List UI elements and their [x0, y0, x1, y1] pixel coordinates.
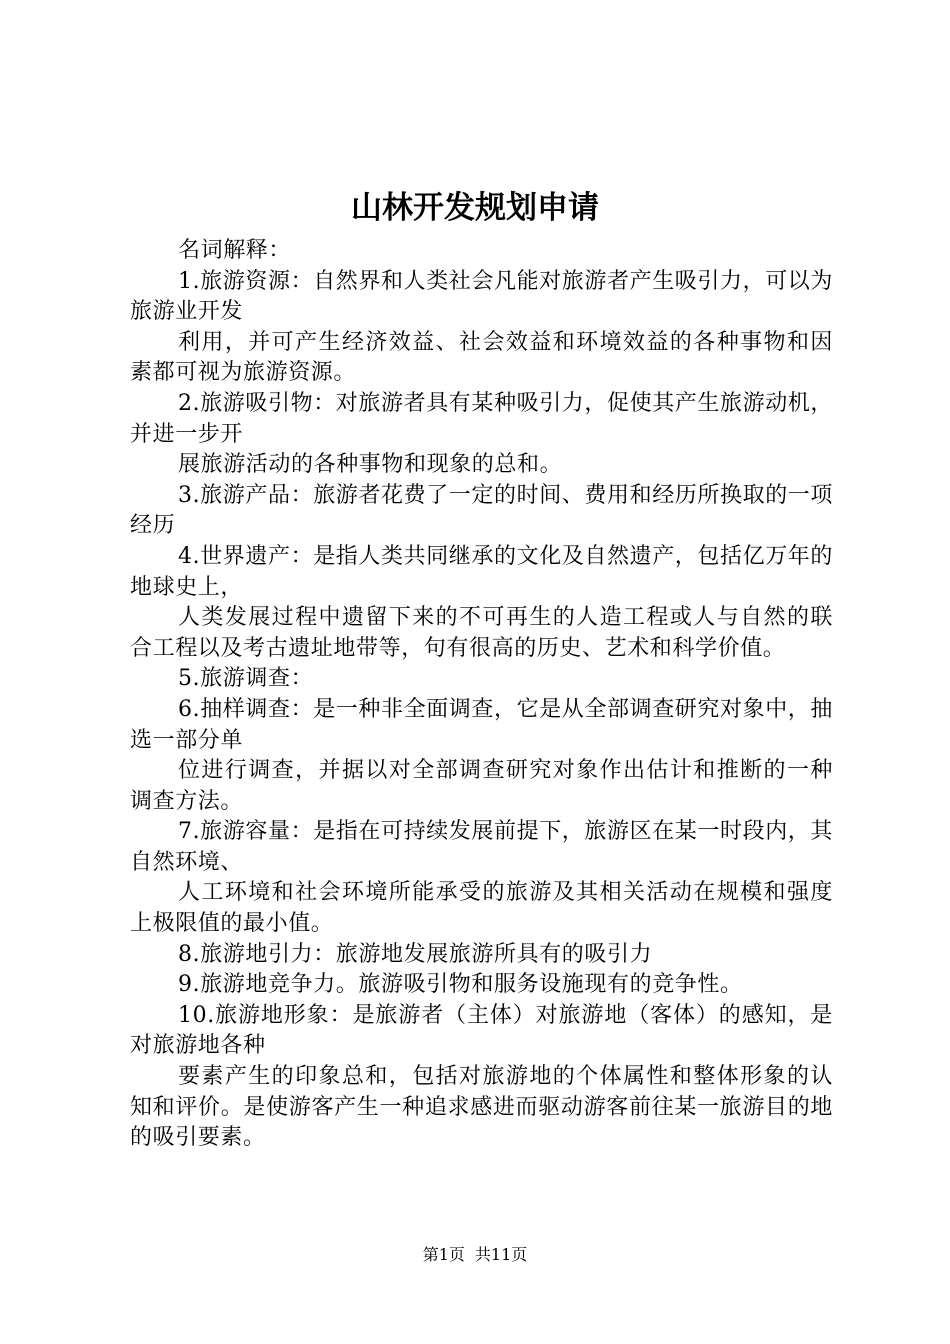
paragraph: 4.世界遗产：是指人类共同继承的文化及自然遗产，包括亿万年的地球史上， [130, 543, 833, 600]
document-body [130, 236, 833, 1154]
paragraph: 位进行调查，并据以对全部调查研究对象作出估计和推断的一种调查方法。 [130, 758, 833, 814]
paragraph: 2.旅游吸引物：对旅游者具有某种吸引力，促使其产生旅游动机，并进一步开 [130, 390, 833, 447]
page-number: 第1页 [422, 1245, 465, 1264]
paragraph: 8.旅游地引力：旅游地发展旅游所具有的吸引力 [178, 941, 653, 967]
paragraph: 人工环境和社会环境所能承受的旅游及其相关活动在规模和强度上极限值的最小值。 [130, 880, 833, 937]
paragraph: 1.旅游资源：自然界和人类社会凡能对旅游者产生吸引力，可以为旅游业开发 [130, 268, 833, 325]
paragraph: 利用，并可产生经济效益、社会效益和环境效益的各种事物和因素都可视为旅游资源。 [130, 329, 833, 386]
paragraph: 5.旅游调查： [178, 666, 314, 692]
paragraph: 9.旅游地竞争力。旅游吸引物和服务设施现有的竞争性。 [178, 972, 743, 998]
paragraph: 7.旅游容量：是指在可持续发展前提下，旅游区在某一时段内，其自然环境、 [130, 819, 833, 875]
paragraph: 10.旅游地形象：是旅游者（主体）对旅游地（客体）的感知，是对旅游地各种 [130, 1002, 833, 1059]
paragraph: 6.抽样调查：是一种非全面调查，它是从全部调查研究对象中，抽选一部分单 [130, 696, 833, 753]
paragraph: 人类发展过程中遗留下来的不可再生的人造工程或人与自然的联合工程以及考古遗址地带等，句有很高的历史、艺术和科学价值。 [130, 605, 833, 661]
document-title: 山林开发规划申请 [351, 190, 599, 226]
page-footer [0, 1244, 950, 1266]
paragraph: 要素产生的印象总和，包括对旅游地的个体属性和整体形象的认知和评价。是使游客产生一种追求感进而驱动游客前往某一旅游目的地的吸引要素。 [130, 1064, 833, 1151]
paragraph: 名词解释： [178, 238, 292, 263]
paragraph: 3.旅游产品：旅游者花费了一定的时间、费用和经历所换取的一项经历 [130, 482, 833, 539]
page-total: 共11页 [474, 1245, 528, 1264]
paragraph: 展旅游活动的各种事物和现象的总和。 [178, 452, 563, 478]
